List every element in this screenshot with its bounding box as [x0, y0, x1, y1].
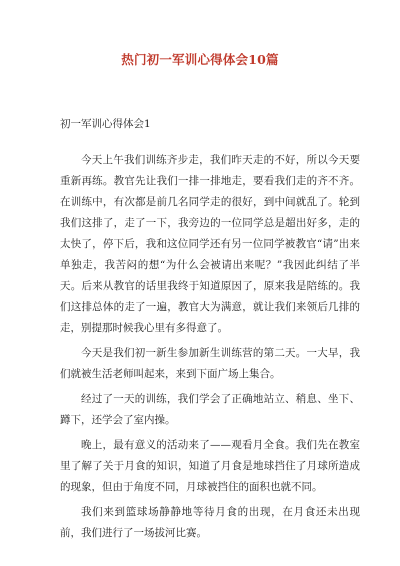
paragraph: 今天上午我们训练齐步走，我们昨天走的不好，所以今天要重新再练。教官先让我们一排一排地走，要看我们走的齐不齐。在训练中，有次都是前几名同学走的很好，到中间就乱了。轮到我们这排了，走了一下，我旁边的一位同学总是超出好多，走的太快了，停下后，我和这位同学还有另一位同学被教官“请”出来单独走，我苦闷的想“为什么会被请出来呢？”我因此纠结了半天。后来从教官的话里我终于知道原因了，原来我是陪练的。我们这排总体的走了一遍，教官大为满意，就让我们来领后几排的走，别提那时候我心里有多得意了。	[60, 154, 360, 334]
document-body	[60, 150, 360, 548]
section-heading: 初一军训心得体会1	[60, 118, 151, 130]
paragraph: 我们来到篮球场静静地等待月食的出现，在月食还未出现前，我们进行了一场拔河比赛。	[60, 506, 360, 539]
paragraph: 晚上，最有意义的活动来了——观看月全食。我们先在教室里了解了关于月食的知识，知道了月食是地球挡住了月球所造成的现象，但由于角度不同，月球被挡住的面积也就不同。	[60, 439, 360, 493]
document-title: 热门初一军训心得体会10篇	[121, 52, 279, 67]
paragraph: 今天是我们初一新生参加新生训练营的第二天。一大早，我们就被生活老师叫起来，来到下面广场上集合。	[60, 347, 360, 380]
paragraph: 经过了一天的训练，我们学会了正确地站立、稍息、坐下、蹲下，还学会了室内操。	[60, 393, 360, 426]
